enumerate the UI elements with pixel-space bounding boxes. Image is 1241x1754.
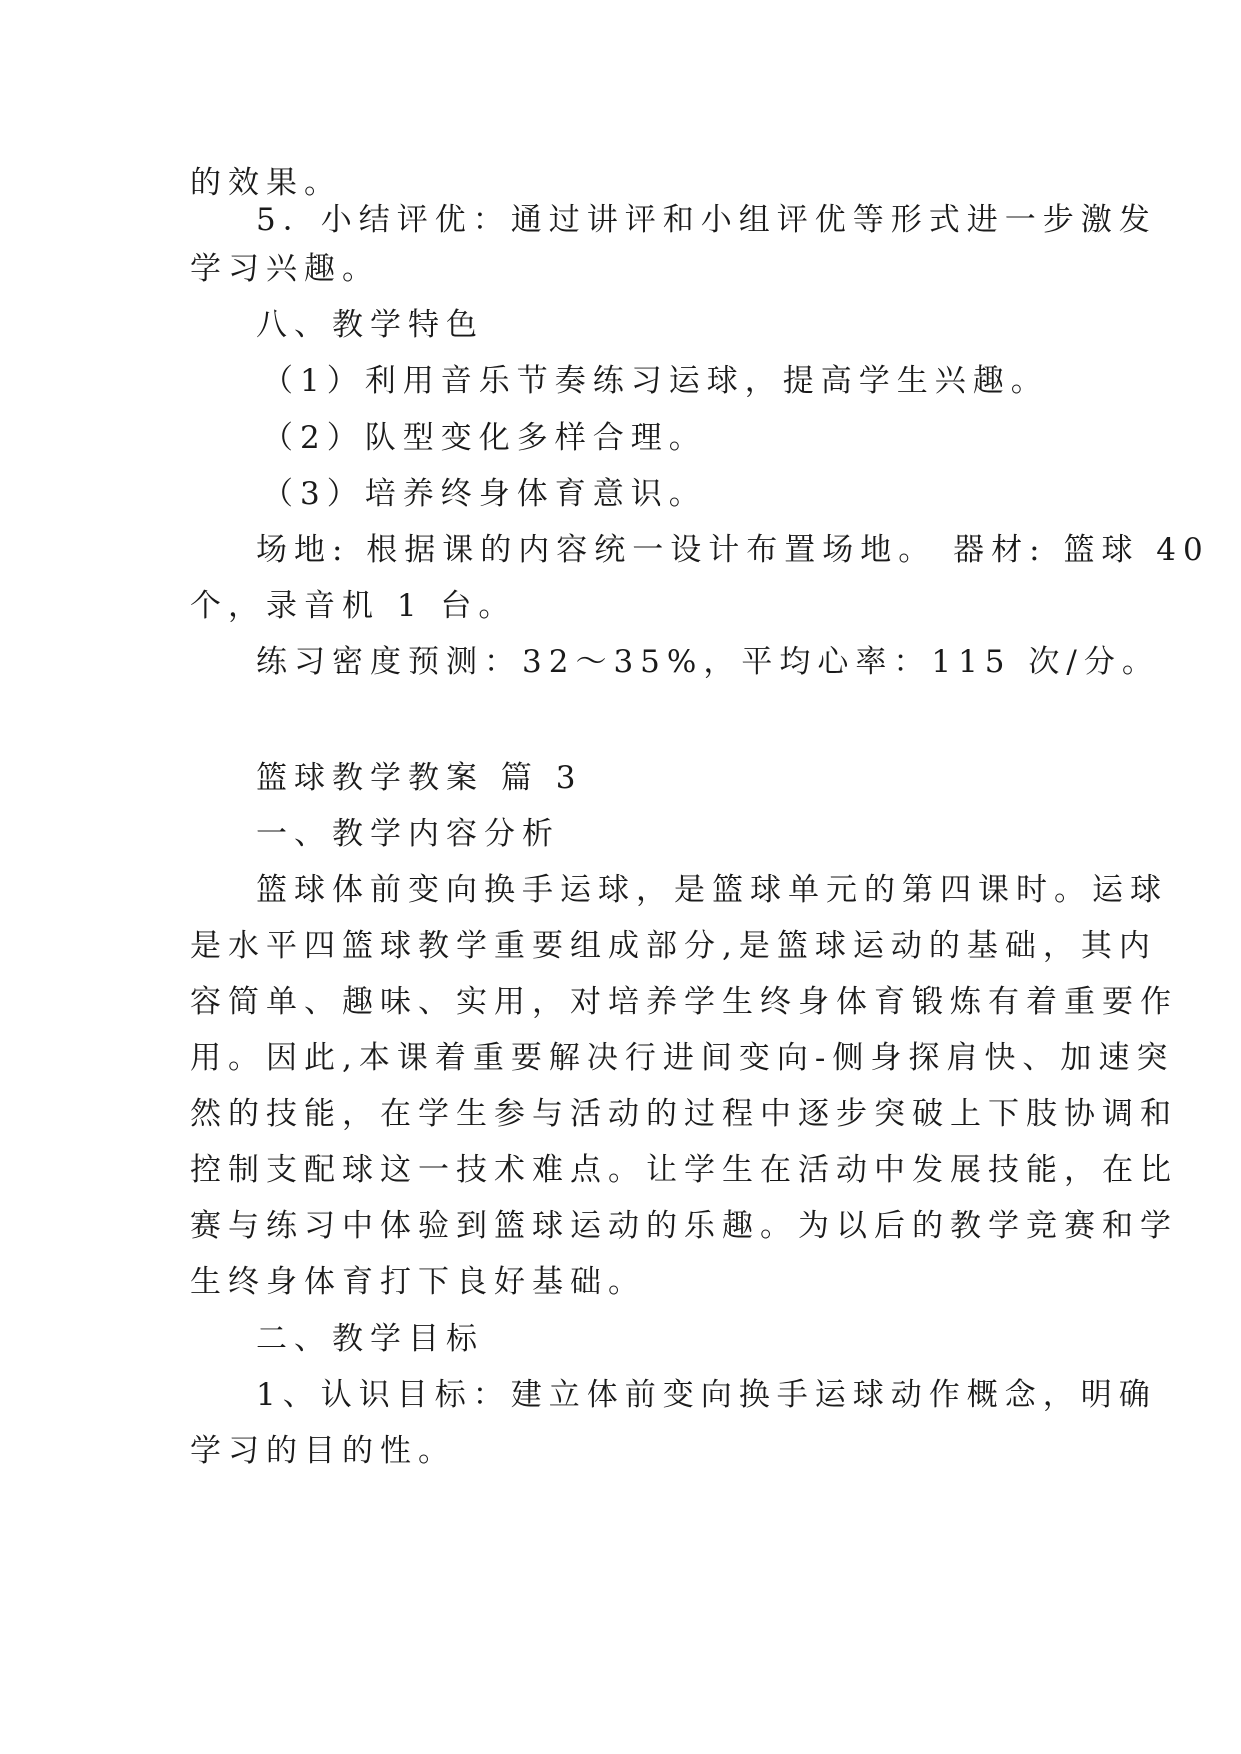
text-line: 1、认识目标：建立体前变向换手运球动作概念，明确 xyxy=(256,1377,1157,1413)
list-item: （1）利用音乐节奏练习运球，提高学生兴趣。 xyxy=(262,363,1049,399)
text-line: 的效果。 xyxy=(190,165,342,201)
section-heading: 二、教学目标 xyxy=(256,1321,484,1357)
list-item: （2）队型变化多样合理。 xyxy=(262,420,707,456)
section-heading: 八、教学特色 xyxy=(256,307,484,343)
section-heading: 一、教学内容分析 xyxy=(256,816,560,852)
text-line: 5．小结评优：通过讲评和小组评优等形式进一步激发 xyxy=(256,202,1157,238)
text-line: 赛与练习中体验到篮球运动的乐趣。为以后的教学竞赛和学 xyxy=(190,1208,1178,1244)
text-line: 容简单、趣味、实用，对培养学生终身体育锻炼有着重要作 xyxy=(190,984,1178,1020)
text-line: 场地: 根据课的内容统一设计布置场地。 器材: 篮球 40 xyxy=(256,532,1210,568)
text-line: 个，录音机 1 台。 xyxy=(190,588,517,624)
text-line: 学习兴趣。 xyxy=(190,251,380,287)
text-line: 篮球体前变向换手运球，是篮球单元的第四课时。运球 xyxy=(256,872,1168,908)
text-line: 是水平四篮球教学重要组成部分,是篮球运动的基础，其内 xyxy=(190,928,1157,964)
text-line: 学习的目的性。 xyxy=(190,1433,456,1469)
article-title: 篮球教学教案 篇 3 xyxy=(256,760,583,796)
text-line: 控制支配球这一技术难点。让学生在活动中发展技能，在比 xyxy=(190,1152,1178,1188)
text-line: 用。因此,本课着重要解决行进间变向-侧身探肩快、加速突 xyxy=(190,1040,1175,1076)
text-line: 然的技能，在学生参与活动的过程中逐步突破上下肢协调和 xyxy=(190,1096,1178,1132)
list-item: （3）培养终身体育意识。 xyxy=(262,476,707,512)
text-line: 生终身体育打下良好基础。 xyxy=(190,1264,646,1300)
text-line: 练习密度预测：32～35%，平均心率：115 次/分。 xyxy=(256,644,1160,680)
